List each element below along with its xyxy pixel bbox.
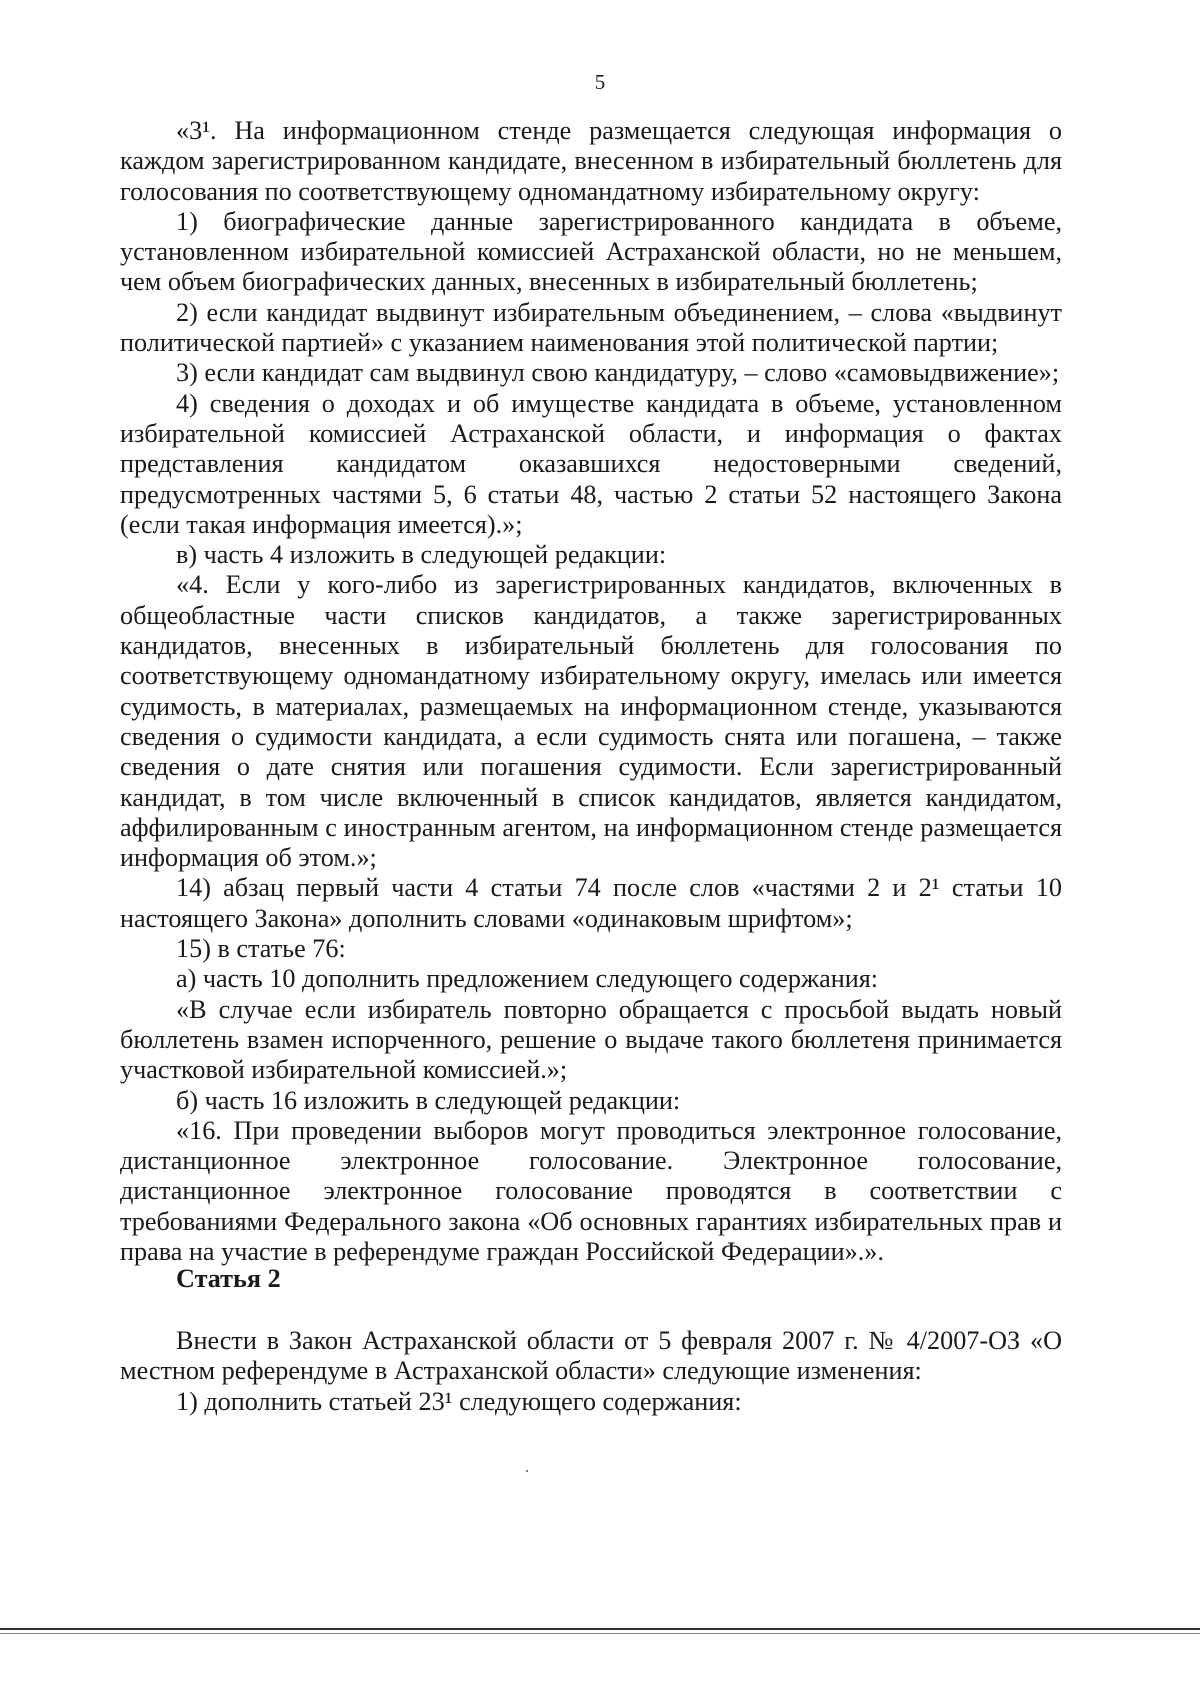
paragraph: «4. Если у кого-либо из зарегистрированных кандидатов, включенных в общеобластные части списков кандидатов, а также зарегистрированных кандидатов, внесенных в избирательный бюллетень для голосования по соответствующему одномандатному избирательному округу, имелась или имеется судимость, в материалах, размещаемых на информационном стенде, указываются сведения о судимости кандидата, а если судимость снята или погашена, – также сведения о дате снятия или погашения судимости. Если зарегистрированный кандидат, в том числе включенный в список кандидатов, является кандидатом, аффилированным с иностранным агентом, на информационном стенде размещается информация об этом.»; <box>120 570 1062 873</box>
scan-speck <box>526 1470 528 1472</box>
article-heading: Статья 2 <box>176 1264 281 1293</box>
paragraph: «16. При проведении выборов могут проводиться электронное голосование, дистанционное электронное голосование. Электронное голосование, дистанционное электронное голосование проводятся в соответствии с требованиями Федерального закона «Об основных гарантиях избирательных прав и права на участие в референдуме граждан Российской Федерации».». <box>120 1115 1062 1266</box>
paragraph: 14) абзац первый части 4 статьи 74 после слов «частями 2 и 2¹ статьи 10 настоящего Закона» дополнить словами «одинаковым шрифтом»; <box>120 873 1062 933</box>
paragraph: 15) в статье 76: <box>176 934 346 964</box>
paragraph: 1) биографические данные зарегистрированного кандидата в объеме, установленном избирательной комиссией Астраханской области, но не меньшем, чем объем биографических данных, внесенных в избирательный бюллетень; <box>120 206 1062 297</box>
bottom-scan-edge <box>0 1628 1200 1630</box>
paragraph: «3¹. На информационном стенде размещается следующая информация о каждом зарегистрированном кандидате, внесенном в избирательный бюллетень для голосования по соответствующему одномандатному избирательному округу: <box>120 116 1062 206</box>
paragraph: Внести в Закон Астраханской области от 5 февраля 2007 г. № 4/2007-ОЗ «О местном референдуме в Астраханской области» следующие изменения: <box>120 1326 1062 1386</box>
paragraph: 2) если кандидат выдвинут избирательным объединением, – слова «выдвинут политической партией» с указанием наименования этой политической партии; <box>120 297 1062 358</box>
paragraph: в) часть 4 изложить в следующей редакции: <box>176 540 667 570</box>
paragraph: б) часть 16 изложить в следующей редакции: <box>176 1085 681 1115</box>
paragraph: а) часть 10 дополнить предложением следующего содержания: <box>176 964 879 994</box>
paragraph: 4) сведения о доходах и об имуществе кандидата в объеме, установленном избирательной комиссией Астраханской области, и информация о фактах представления кандидатом оказавшихся недостоверными сведений, предусмотренных частями 5, 6 статьи 48, частью 2 статьи 52 настоящего Закона (если такая информация имеется).»; <box>120 388 1062 539</box>
document-body <box>120 116 1062 1267</box>
paragraph: «В случае если избиратель повторно обращается с просьбой выдать новый бюллетень взамен испорченного, решение о выдаче такого бюллетеня принимается участковой избирательной комиссией.»; <box>120 994 1062 1085</box>
page-number: 5 <box>594 70 606 94</box>
paragraph: 1) дополнить статьей 23¹ следующего содержания: <box>176 1386 742 1416</box>
paragraph: 3) если кандидат сам выдвинул свою кандидатуру, – слово «самовыдвижение»; <box>176 358 1060 388</box>
bottom-scan-edge-secondary <box>0 1633 1200 1634</box>
article-body <box>120 1326 1062 1417</box>
